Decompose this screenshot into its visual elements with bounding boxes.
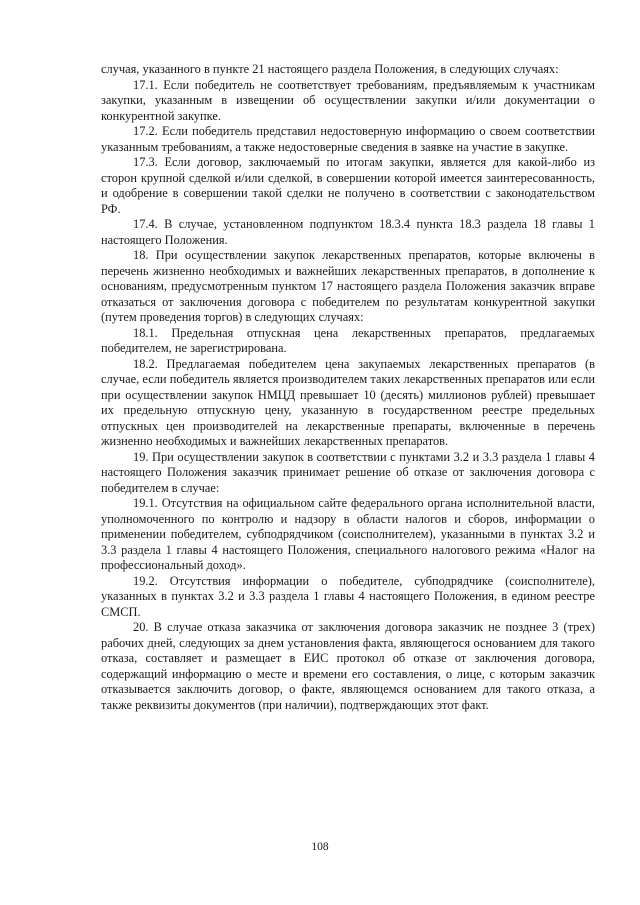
- paragraph-17-3: 17.3. Если договор, заключаемый по итогам закупки, является для какой-либо из сторон крупной сделкой и/или сделкой, в совершении которой имеется заинтересованность, и одобрение в совершении такой сделки не получено в соответствии с законодательством РФ.: [101, 155, 595, 216]
- paragraph-19-1: 19.1. Отсутствия на официальном сайте федерального органа исполнительной власти, уполномоченного по контролю и надзору в области налогов и сборов, информации о применении победителем, субподрядчиком (соисполнителем), указанными в пунктах 3.2 и 3.3 раздела 1 главы 4 настоящего Положения, специального налогового режима «Налог на профессиональный доход».: [101, 496, 595, 572]
- paragraph-19-2: 19.2. Отсутствия информации о победителе, субподрядчике (соисполнителе), указанных в пунктах 3.2 и 3.3 раздела 1 главы 4 настоящего Положения, в едином реестре СМСП.: [101, 573, 595, 619]
- paragraph-19: 19. При осуществлении закупок в соответствии с пунктами 3.2 и 3.3 раздела 1 главы 4 настоящего Положения заказчик принимает решение об отказе от заключения договора с победителем в случае:: [101, 449, 595, 495]
- paragraph-18-2: 18.2. Предлагаемая победителем цена закупаемых лекарственных препаратов (в случае, если победитель является производителем таких лекарственных препаратов или если при осуществлении закупок НМЦД превышает 10 (десять) миллионов рублей) превышает их предельную отпускную цену, указанную в государственном реестре предельных отпускных цен производителей на лекарственные препараты, включенные в перечень жизненно необходимых и важнейших лекарственных препаратов.: [101, 356, 595, 448]
- paragraph-17-1: 17.1. Если победитель не соответствует требованиям, предъявляемым к участникам закупки, указанным в извещении об осуществлении закупки и/или документации о конкурентной закупке.: [101, 77, 595, 123]
- paragraph-18: 18. При осуществлении закупок лекарственных препаратов, которые включены в перечень жизненно необходимых и важнейших лекарственных препаратов, в дополнение к основаниям, предусмотренным пунктом 17 настоящего раздела Положения заказчик вправе отказаться от заключения договора с победителем по результатам конкурентной закупки (путем проведения торгов) в следующих случаях:: [101, 248, 595, 324]
- document-body: [101, 62, 595, 713]
- page-number: 108: [311, 841, 329, 853]
- paragraph-17-4: 17.4. В случае, установленном подпунктом 18.3.4 пункта 18.3 раздела 18 главы 1 настоящего Положения.: [101, 217, 595, 247]
- paragraph-17-2: 17.2. Если победитель представил недостоверную информацию о своем соответствии указанным требованиям, а также недостоверные сведения в заявке на участие в закупке.: [101, 124, 595, 154]
- paragraph-20: 20. В случае отказа заказчика от заключения договора заказчик не позднее 3 (трех) рабочих дней, следующих за днем установления факта, являющегося основанием для такого отказа, составляет и размещает в ЕИС протокол об отказе от заключения договора, содержащий информацию о месте и времени его составления, о лице, с которым заказчик отказывается заключить договор, о факте, являющемся основанием для такого отказа, а также реквизиты документов (при наличии), подтверждающих этот факт.: [101, 620, 595, 712]
- paragraph-intro: случая, указанного в пункте 21 настоящего раздела Положения, в следующих случаях:: [101, 62, 559, 76]
- paragraph-18-1: 18.1. Предельная отпускная цена лекарственных препаратов, предлагаемых победителем, не зарегистрирована.: [101, 325, 595, 355]
